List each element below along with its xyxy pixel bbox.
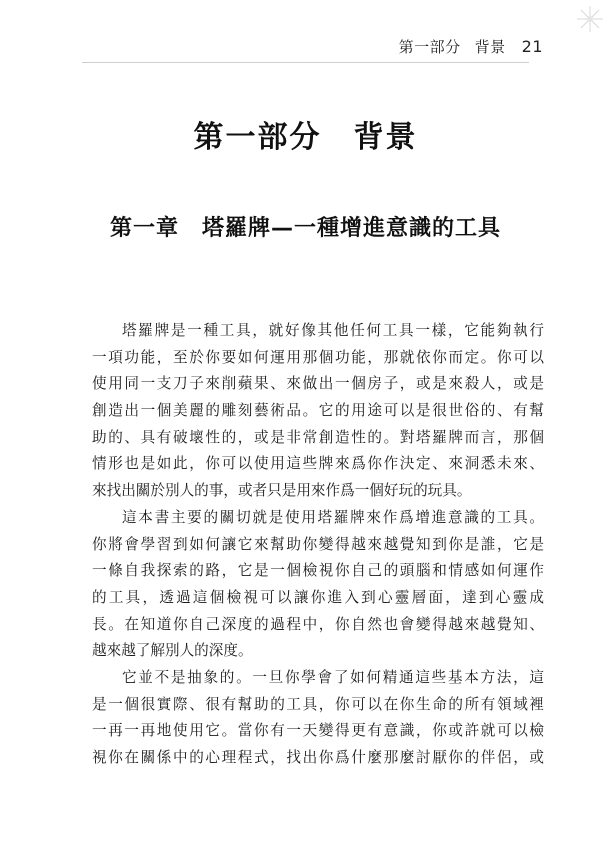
header-part-label: 第一部分 — [398, 38, 461, 56]
sparkle-ornament-icon — [575, 4, 605, 34]
text-line: 一項功能，至於你要如何運用那個功能，那就依你而定。你可以 — [92, 348, 544, 366]
text-line: 它並不是抽象的。一旦你學會了如何精通這些基本方法，這 — [122, 668, 544, 686]
header-section-label: 背景 — [474, 38, 506, 56]
running-header — [399, 36, 543, 57]
text-line: 長。在知道你自己深度的過程中，你自然也會變得越來越覺知、 — [92, 615, 544, 633]
chapter-title: 第一章 塔羅牌—一種增進意識的工具 — [109, 216, 501, 241]
paragraph — [92, 505, 544, 665]
paragraph — [92, 318, 544, 505]
text-line: 塔羅牌是一種工具，就好像其他任何工具一樣，它能夠執行 — [122, 322, 544, 339]
body-text — [92, 318, 544, 772]
text-line: 情形也是如此，你可以使用這些牌來爲你作決定、來洞悉未來、 — [92, 455, 544, 473]
text-line: 使用同一支刀子來削蘋果、來做出一個房子，或是來殺人，或是 — [92, 375, 544, 393]
part-title: 第一部分 背景 — [193, 120, 418, 155]
text-line: 越來越了解別人的深度。 — [92, 642, 253, 660]
text-line: 助的、具有破壞性的，或是非常創造性的。對塔羅牌而言，那個 — [92, 428, 544, 446]
paragraph — [92, 665, 544, 772]
text-line: 是一個很實際、很有幫助的工具，你可以在你生命的所有領域裡 — [92, 695, 544, 713]
text-line: 來找出關於別人的事，或者只是用來作爲一個好玩的玩具。 — [92, 482, 472, 500]
text-line: 你將會學習到如何讓它來幫助你變得越來越覺知到你是誰，它是 — [92, 535, 544, 553]
text-line: 視你在關係中的心理程式，找出你爲什麼那麼討厭你的伴侶，或 — [92, 749, 544, 766]
text-line: 這本書主要的關切就是使用塔羅牌來作爲增進意識的工具。 — [122, 508, 544, 526]
text-line: 創造出一個美麗的雕刻藝術品。它的用途可以是很世俗的、有幫 — [92, 402, 544, 420]
text-line: 一條自我探索的路，它是一個檢視你自己的頭腦和情感如何運作 — [92, 562, 544, 580]
text-line: 的工具，透過這個檢視可以讓你進入到心靈層面，達到心靈成 — [92, 588, 544, 606]
page-number: 21 — [521, 37, 543, 56]
header-divider — [82, 62, 529, 63]
text-line: 一再一再地使用它。當你有一天變得更有意識，你或許就可以檢 — [92, 722, 544, 740]
